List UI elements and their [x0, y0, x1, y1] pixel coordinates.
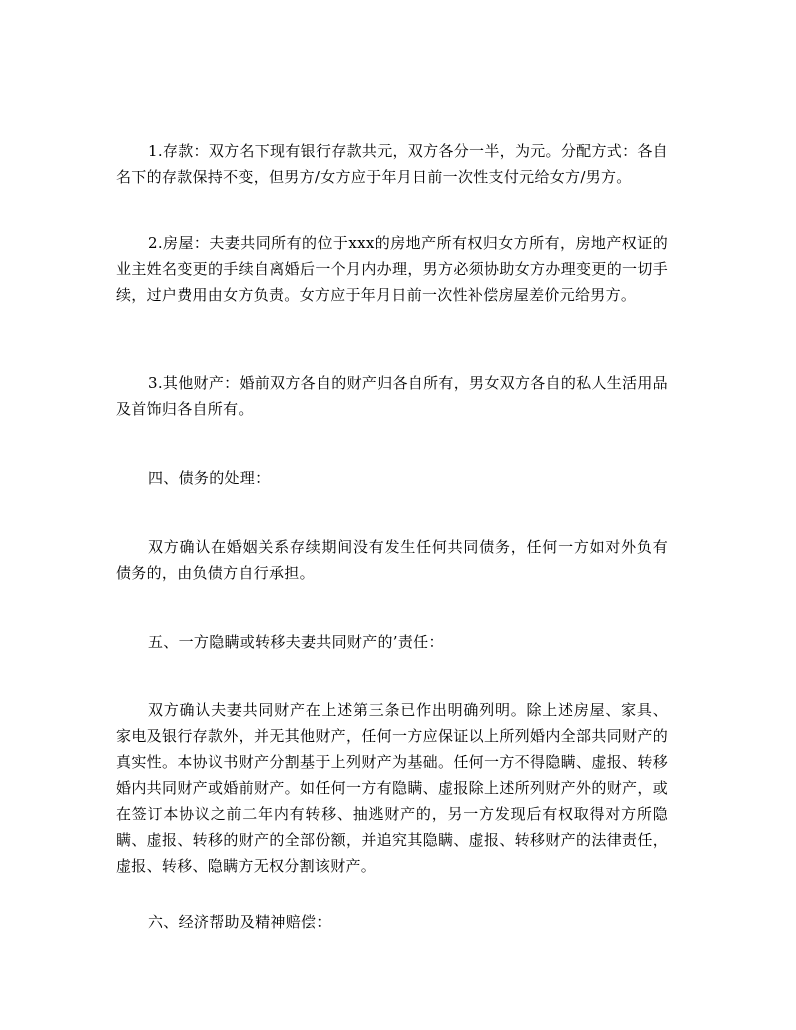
paragraph-concealment: 双方确认夫妻共同财产在上述第三条已作出明确列明。除上述房屋、家具、家电及银行存款外，并无其他财产，任何一方应保证以上所列婚内全部共同财产的真实性。本协议书财产分割基于上列财产为基础。任何一方不得隐瞒、虚报、转移婚内共同财产或婚前财产。如任何一方有隐瞒、虚报除上述所列财产外的财产，或在签订本协议之前二年内有转移、抽逃财产的，另一方发现后有权取得对方所隐瞒、虚报、转移的财产的全部份额，并追究其隐瞒、虚报、转移财产的法律责任，虚报、转移、隐瞒方无权分割该财产。: [116, 701, 668, 875]
paragraph-house: 2.房屋：夫妻共同所有的位于xxx的房地产所有权归女方所有，房地产权证的业主姓名变更的手续自离婚后一个月内办理，男方必须协助女方办理变更的一切手续，过户费用由女方负责。女方应于年月日前一次性补偿房屋差价元给男方。: [116, 234, 668, 304]
paragraph-other-property: 3.其他财产：婚前双方各自的财产归各自所有，男女双方各自的私人生活用品及首饰归各自所有。: [116, 374, 668, 418]
paragraph-savings: 1.存款：双方名下现有银行存款共元，双方各分一半，为元。分配方式：各自名下的存款保持不变，但男方/女方应于年月日前一次性支付元给女方/男方。: [116, 142, 668, 186]
section-heading-concealment: 五、一方隐瞒或转移夫妻共同财产的’责任：: [148, 633, 444, 651]
section-heading-debt: 四、债务的处理：: [148, 469, 271, 487]
paragraph-debt: 双方确认在婚姻关系存续期间没有发生任何共同债务，任何一方如对外负有债务的，由负债方自行承担。: [116, 538, 668, 582]
section-heading-compensation: 六、经济帮助及精神赔偿：: [148, 913, 332, 931]
